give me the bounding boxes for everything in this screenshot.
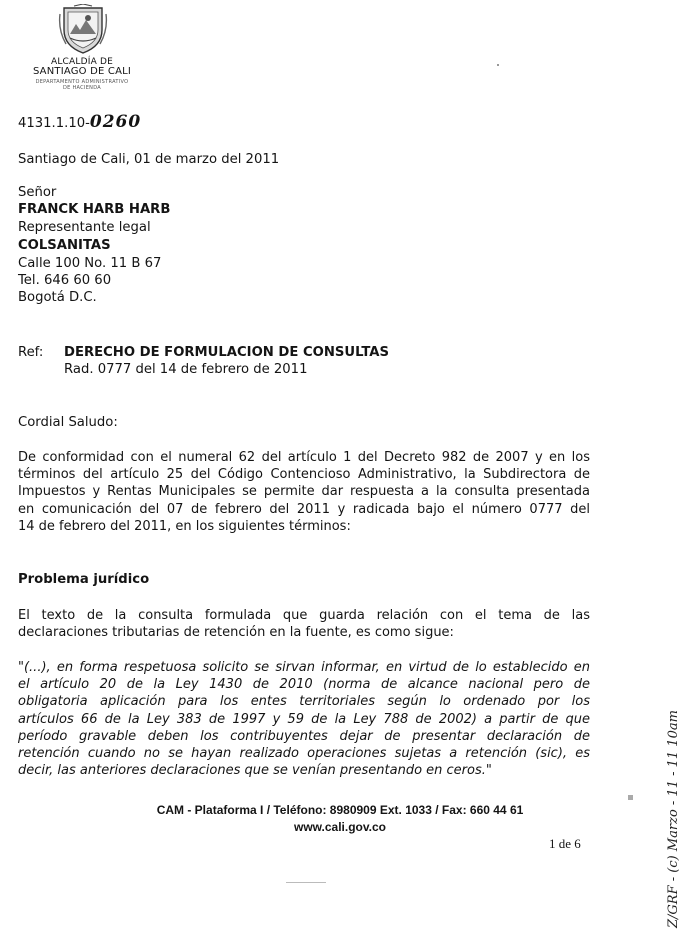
dept-name-line2: DE HACIENDA	[62, 85, 102, 91]
recipient-company: COLSANITAS	[18, 238, 111, 253]
date-line: Santiago de Cali, 01 de marzo del 2011	[18, 152, 280, 167]
greeting: Cordial Saludo:	[18, 415, 118, 430]
reference-prefix: 4131.1.10-	[18, 116, 90, 131]
org-name-line2: SANTIAGO DE CALI	[32, 66, 132, 77]
intro-paragraph	[18, 449, 590, 535]
margin-annotation: Z/GRF - (c) Marzo - 11 - 11 10am	[666, 710, 681, 928]
quote-line: obligatoria aplicación para los entes territoriales según lo ordenado por los	[18, 694, 590, 710]
reference-handwritten: 0260	[89, 112, 142, 132]
consulta-paragraph	[18, 607, 590, 641]
section-heading: Problema jurídico	[18, 572, 150, 587]
recipient-city: Bogotá D.C.	[18, 290, 97, 305]
scan-speck	[497, 64, 499, 66]
recipient-salutation: Señor	[18, 185, 57, 200]
page-number: 1 de 6	[549, 836, 581, 851]
quote-line: "(...), en forma respetuosa solicito se sirvan informar, en virtud de lo establecido en	[18, 660, 590, 675]
intro-line: 14 de febrero del 2011, en los siguientes términos:	[18, 518, 351, 534]
footer-website: www.cali.gov.co	[293, 820, 387, 834]
intro-line: Impuestos y Rentas Municipales se permite dar respuesta a la consulta presentada	[18, 484, 590, 500]
intro-line: De conformidad con el numeral 62 del artículo 1 del Decreto 982 de 2007 y en los	[18, 450, 590, 465]
scan-speck	[628, 795, 633, 800]
dept-name-line1: DEPARTAMENTO ADMINISTRATIVO	[35, 79, 129, 85]
quote-line: período gravable deben los contribuyentes dejar de presentar declaración de	[18, 728, 590, 744]
consulta-line: El texto de la consulta formulada que guarda relación con el tema de las	[18, 608, 590, 623]
ref-label: Ref:	[18, 345, 44, 360]
quote-line: artículos 66 de la Ley 383 de 1997 y 59 de la Ley 788 de 2002) a partir de que	[18, 711, 590, 727]
ref-subject: DERECHO DE FORMULACION DE CONSULTAS	[64, 345, 389, 360]
coat-of-arms-seal	[58, 4, 108, 56]
quote-paragraph	[18, 659, 590, 779]
ref-radicado: Rad. 0777 del 14 de febrero de 2011	[64, 362, 308, 377]
recipient-address: Calle 100 No. 11 B 67	[18, 256, 162, 271]
recipient-name: FRANCK HARB HARB	[18, 202, 171, 217]
recipient-phone: Tel. 646 60 60	[18, 273, 112, 288]
footer-contact: CAM - Plataforma I / Teléfono: 8980909 Ext. 1033 / Fax: 660 44 61	[156, 803, 524, 817]
intro-line: términos del artículo 25 del Código Contencioso Administrativo, la Subdirectora de	[18, 467, 590, 483]
intro-line: en comunicación del 07 de febrero del 2011 y radicada bajo el número 0777 del	[18, 501, 590, 517]
quote-line: decir, las anteriores declaraciones que se venían presentando en ceros."	[18, 763, 492, 779]
consulta-line: declaraciones tributarias de retención en la fuente, es como sigue:	[18, 625, 454, 641]
scan-speck	[286, 882, 326, 883]
recipient-role: Representante legal	[18, 220, 151, 235]
reference-number	[18, 114, 141, 132]
org-name-line1: ALCALDÍA DE	[50, 57, 114, 67]
quote-line: retención cuando no se hayan realizado operaciones sujetas a retención (sic), es	[18, 746, 590, 762]
quote-line: el artículo 20 de la Ley 1430 de 2010 (norma de alcance nacional pero de	[18, 677, 590, 693]
